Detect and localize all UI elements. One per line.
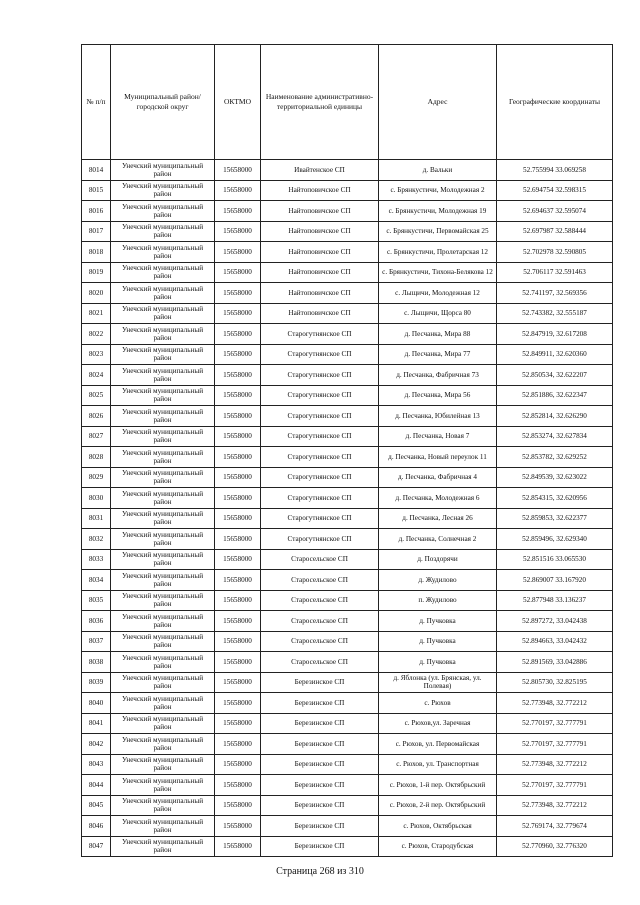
table-row [82, 385, 613, 406]
row-number: 8015 [82, 180, 111, 201]
row-number: 8023 [82, 344, 111, 365]
address-cell: д. Песчанка, Солнечная 2 [379, 529, 497, 550]
header-oktmo: ОКТМО [215, 45, 261, 160]
table-row [82, 283, 613, 304]
table-row [82, 775, 613, 796]
table-row [82, 344, 613, 365]
coordinates-cell: 52.702978 32.590805 [497, 242, 613, 263]
district-cell: Унечский муниципальный район [111, 734, 215, 755]
unit-name-cell: Старогутнянское СП [261, 467, 379, 488]
address-cell: д. Песчанка, Мира 77 [379, 344, 497, 365]
address-cell: п. Жудилово [379, 590, 497, 611]
coordinates-cell: 52.694637 32.595074 [497, 201, 613, 222]
table-row [82, 242, 613, 263]
district-cell: Унечский муниципальный район [111, 242, 215, 263]
district-cell: Унечский муниципальный район [111, 365, 215, 386]
address-cell: с. Рюхов,ул. Заречная [379, 713, 497, 734]
table-header-row [82, 45, 613, 160]
row-number: 8028 [82, 447, 111, 468]
address-cell: с. Лыщичи, Молодежная 12 [379, 283, 497, 304]
row-number: 8033 [82, 549, 111, 570]
coordinates-cell: 52.877948 33.136237 [497, 590, 613, 611]
coordinates-cell: 52.850534, 32.622207 [497, 365, 613, 386]
district-cell: Унечский муниципальный район [111, 488, 215, 509]
header-unit-name: Наименование административно-территориальной единицы [261, 45, 379, 160]
unit-name-cell: Старосельское СП [261, 570, 379, 591]
oktmo-cell: 15658000 [215, 365, 261, 386]
row-number: 8041 [82, 713, 111, 734]
oktmo-cell: 15658000 [215, 631, 261, 652]
coordinates-cell: 52.773948, 32.772212 [497, 795, 613, 816]
unit-name-cell: Березинское СП [261, 693, 379, 714]
address-cell: д. Песчанка, Новый переулок 11 [379, 447, 497, 468]
coordinates-cell: 52.851886, 32.622347 [497, 385, 613, 406]
table-row [82, 262, 613, 283]
row-number: 8043 [82, 754, 111, 775]
oktmo-cell: 15658000 [215, 754, 261, 775]
coordinates-cell: 52.859853, 32.622377 [497, 508, 613, 529]
unit-name-cell: Березинское СП [261, 754, 379, 775]
oktmo-cell: 15658000 [215, 221, 261, 242]
oktmo-cell: 15658000 [215, 713, 261, 734]
row-number: 8027 [82, 426, 111, 447]
unit-name-cell: Старосельское СП [261, 652, 379, 673]
district-cell: Унечский муниципальный район [111, 344, 215, 365]
oktmo-cell: 15658000 [215, 672, 261, 693]
address-cell: с. Брянкустичи, Молодежная 19 [379, 201, 497, 222]
page-footer: Страница 268 из 310 [276, 866, 364, 877]
row-number: 8029 [82, 467, 111, 488]
district-cell: Унечский муниципальный район [111, 652, 215, 673]
district-cell: Унечский муниципальный район [111, 426, 215, 447]
unit-name-cell: Старогутнянское СП [261, 365, 379, 386]
district-cell: Унечский муниципальный район [111, 303, 215, 324]
address-cell: с. Брянкустичи, Молодежная 2 [379, 180, 497, 201]
unit-name-cell: Старогутнянское СП [261, 529, 379, 550]
unit-name-cell: Найтоповичское СП [261, 303, 379, 324]
table-row [82, 754, 613, 775]
unit-name-cell: Березинское СП [261, 816, 379, 837]
unit-name-cell: Старосельское СП [261, 590, 379, 611]
row-number: 8037 [82, 631, 111, 652]
oktmo-cell: 15658000 [215, 508, 261, 529]
oktmo-cell: 15658000 [215, 283, 261, 304]
district-cell: Унечский муниципальный район [111, 549, 215, 570]
district-cell: Унечский муниципальный район [111, 160, 215, 181]
coordinates-cell: 52.849539, 32.623022 [497, 467, 613, 488]
oktmo-cell: 15658000 [215, 242, 261, 263]
table-row [82, 303, 613, 324]
coordinates-cell: 52.697987 32.588444 [497, 221, 613, 242]
table-row [82, 570, 613, 591]
row-number: 8038 [82, 652, 111, 673]
row-number: 8026 [82, 406, 111, 427]
unit-name-cell: Старосельское СП [261, 549, 379, 570]
address-cell: д. Яблонка (ул. Брянская, ул. Полевая) [379, 672, 497, 693]
oktmo-cell: 15658000 [215, 734, 261, 755]
coordinates-cell: 52.769174, 32.779674 [497, 816, 613, 837]
district-cell: Унечский муниципальный район [111, 180, 215, 201]
row-number: 8045 [82, 795, 111, 816]
district-cell: Унечский муниципальный район [111, 385, 215, 406]
table-row [82, 406, 613, 427]
row-number: 8017 [82, 221, 111, 242]
address-cell: с. Рюхов [379, 693, 497, 714]
district-cell: Унечский муниципальный район [111, 816, 215, 837]
coordinates-cell: 52.805730, 32.825195 [497, 672, 613, 693]
address-cell: с. Рюхов, ул. Транспортная [379, 754, 497, 775]
coordinates-cell: 52.770197, 32.777791 [497, 713, 613, 734]
address-cell: с. Рюхов, Стародубская [379, 836, 497, 857]
header-district: Муниципальный район/городской округ [111, 45, 215, 160]
address-cell: д. Поздорячи [379, 549, 497, 570]
row-number: 8030 [82, 488, 111, 509]
address-cell: с. Лыщичи, Щорса 80 [379, 303, 497, 324]
oktmo-cell: 15658000 [215, 467, 261, 488]
coordinates-cell: 52.849911, 32.620360 [497, 344, 613, 365]
row-number: 8042 [82, 734, 111, 755]
coordinates-cell: 52.770960, 32.776320 [497, 836, 613, 857]
oktmo-cell: 15658000 [215, 406, 261, 427]
coordinates-cell: 52.847919, 32.617208 [497, 324, 613, 345]
unit-name-cell: Березинское СП [261, 795, 379, 816]
unit-name-cell: Старосельское СП [261, 611, 379, 632]
district-cell: Унечский муниципальный район [111, 754, 215, 775]
district-cell: Унечский муниципальный район [111, 713, 215, 734]
address-cell: с. Брянкустичи, Тихона-Белякова 12 [379, 262, 497, 283]
address-cell: д. Жудилово [379, 570, 497, 591]
address-cell: с. Брянкустичи, Первомайская 25 [379, 221, 497, 242]
district-cell: Унечский муниципальный район [111, 775, 215, 796]
address-cell: д. Песчанка, Лесная 26 [379, 508, 497, 529]
address-cell: д. Песчанка, Юбилейная 13 [379, 406, 497, 427]
table-row [82, 324, 613, 345]
district-cell: Унечский муниципальный район [111, 631, 215, 652]
table-row [82, 652, 613, 673]
table-row [82, 611, 613, 632]
oktmo-cell: 15658000 [215, 570, 261, 591]
oktmo-cell: 15658000 [215, 693, 261, 714]
oktmo-cell: 15658000 [215, 836, 261, 857]
address-cell: д. Песчанка, Молодежная 6 [379, 488, 497, 509]
oktmo-cell: 15658000 [215, 611, 261, 632]
oktmo-cell: 15658000 [215, 447, 261, 468]
coordinates-cell: 52.755994 33.069258 [497, 160, 613, 181]
row-number: 8034 [82, 570, 111, 591]
oktmo-cell: 15658000 [215, 180, 261, 201]
oktmo-cell: 15658000 [215, 816, 261, 837]
table-row [82, 549, 613, 570]
row-number: 8022 [82, 324, 111, 345]
district-cell: Унечский муниципальный район [111, 262, 215, 283]
district-cell: Унечский муниципальный район [111, 467, 215, 488]
row-number: 8046 [82, 816, 111, 837]
district-cell: Унечский муниципальный район [111, 672, 215, 693]
table-row [82, 713, 613, 734]
coordinates-cell: 52.743382, 32.555187 [497, 303, 613, 324]
district-cell: Унечский муниципальный район [111, 529, 215, 550]
address-cell: д. Пучковка [379, 631, 497, 652]
oktmo-cell: 15658000 [215, 324, 261, 345]
row-number: 8039 [82, 672, 111, 693]
header-number: № п/п [82, 45, 111, 160]
coordinates-cell: 52.894663, 33.042432 [497, 631, 613, 652]
oktmo-cell: 15658000 [215, 201, 261, 222]
district-cell: Унечский муниципальный район [111, 406, 215, 427]
header-coordinates: Географические координаты [497, 45, 613, 160]
unit-name-cell: Найтоповичское СП [261, 242, 379, 263]
document-page [81, 44, 612, 857]
address-cell: д. Вальки [379, 160, 497, 181]
row-number: 8047 [82, 836, 111, 857]
oktmo-cell: 15658000 [215, 344, 261, 365]
address-cell: д. Песчанка, Фабричная 4 [379, 467, 497, 488]
unit-name-cell: Березинское СП [261, 734, 379, 755]
row-number: 8035 [82, 590, 111, 611]
row-number: 8014 [82, 160, 111, 181]
address-cell: с. Рюхов, 2-й пер. Октябрьский [379, 795, 497, 816]
address-cell: д. Песчанка, Новая 7 [379, 426, 497, 447]
address-cell: д. Песчанка, Фабричная 73 [379, 365, 497, 386]
header-address: Адрес [379, 45, 497, 160]
unit-name-cell: Старогутнянское СП [261, 447, 379, 468]
oktmo-cell: 15658000 [215, 426, 261, 447]
table-row [82, 365, 613, 386]
oktmo-cell: 15658000 [215, 590, 261, 611]
coordinates-cell: 52.741197, 32.569356 [497, 283, 613, 304]
unit-name-cell: Старогутнянское СП [261, 324, 379, 345]
row-number: 8036 [82, 611, 111, 632]
row-number: 8025 [82, 385, 111, 406]
district-cell: Унечский муниципальный район [111, 693, 215, 714]
table-row [82, 672, 613, 693]
oktmo-cell: 15658000 [215, 160, 261, 181]
table-row [82, 529, 613, 550]
address-cell: с. Рюхов, 1-й пер. Октябрьский [379, 775, 497, 796]
coordinates-cell: 52.770197, 32.777791 [497, 775, 613, 796]
row-number: 8019 [82, 262, 111, 283]
coordinates-cell: 52.852814, 32.626290 [497, 406, 613, 427]
address-cell: д. Песчанка, Мира 88 [379, 324, 497, 345]
oktmo-cell: 15658000 [215, 775, 261, 796]
unit-name-cell: Березинское СП [261, 713, 379, 734]
address-cell: д. Песчанка, Мира 56 [379, 385, 497, 406]
coordinates-cell: 52.869007 33.167920 [497, 570, 613, 591]
coordinates-cell: 52.897272, 33.042438 [497, 611, 613, 632]
table-row [82, 160, 613, 181]
coordinates-cell: 52.694754 32.598315 [497, 180, 613, 201]
table-row [82, 631, 613, 652]
oktmo-cell: 15658000 [215, 303, 261, 324]
table-row [82, 693, 613, 714]
table-row [82, 488, 613, 509]
table-row [82, 426, 613, 447]
table-row [82, 734, 613, 755]
table-body [82, 160, 613, 857]
table-row [82, 447, 613, 468]
row-number: 8032 [82, 529, 111, 550]
unit-name-cell: Старогутнянское СП [261, 344, 379, 365]
table-row [82, 508, 613, 529]
unit-name-cell: Ивайтенское СП [261, 160, 379, 181]
coordinates-cell: 52.854315, 32.620956 [497, 488, 613, 509]
table-row [82, 467, 613, 488]
unit-name-cell: Старогутнянское СП [261, 508, 379, 529]
oktmo-cell: 15658000 [215, 488, 261, 509]
coordinates-cell: 52.773948, 32.772212 [497, 754, 613, 775]
unit-name-cell: Березинское СП [261, 775, 379, 796]
table-row [82, 590, 613, 611]
unit-name-cell: Березинское СП [261, 672, 379, 693]
district-cell: Унечский муниципальный район [111, 836, 215, 857]
unit-name-cell: Найтоповичское СП [261, 283, 379, 304]
unit-name-cell: Старогутнянское СП [261, 426, 379, 447]
oktmo-cell: 15658000 [215, 385, 261, 406]
oktmo-cell: 15658000 [215, 652, 261, 673]
coordinates-cell: 52.773948, 32.772212 [497, 693, 613, 714]
district-cell: Унечский муниципальный район [111, 570, 215, 591]
table-row [82, 816, 613, 837]
district-cell: Унечский муниципальный район [111, 447, 215, 468]
district-cell: Унечский муниципальный район [111, 201, 215, 222]
row-number: 8018 [82, 242, 111, 263]
address-cell: д. Пучковка [379, 611, 497, 632]
district-cell: Унечский муниципальный район [111, 283, 215, 304]
district-cell: Унечский муниципальный район [111, 795, 215, 816]
district-cell: Унечский муниципальный район [111, 508, 215, 529]
row-number: 8020 [82, 283, 111, 304]
row-number: 8024 [82, 365, 111, 386]
oktmo-cell: 15658000 [215, 549, 261, 570]
address-cell: с. Рюхов, Октябрьская [379, 816, 497, 837]
coordinates-cell: 52.770197, 32.777791 [497, 734, 613, 755]
district-cell: Унечский муниципальный район [111, 221, 215, 242]
coordinates-cell: 52.851516 33.065530 [497, 549, 613, 570]
table-row [82, 180, 613, 201]
coordinates-cell: 52.853782, 32.629252 [497, 447, 613, 468]
row-number: 8021 [82, 303, 111, 324]
unit-name-cell: Старогутнянское СП [261, 488, 379, 509]
table-row [82, 795, 613, 816]
coordinates-cell: 52.859496, 32.629340 [497, 529, 613, 550]
address-cell: с. Рюхов, ул. Первомайская [379, 734, 497, 755]
oktmo-cell: 15658000 [215, 795, 261, 816]
coordinates-cell: 52.706117 32.591463 [497, 262, 613, 283]
row-number: 8016 [82, 201, 111, 222]
unit-name-cell: Найтоповичское СП [261, 180, 379, 201]
unit-name-cell: Найтоповичское СП [261, 201, 379, 222]
oktmo-cell: 15658000 [215, 262, 261, 283]
unit-name-cell: Старогутнянское СП [261, 385, 379, 406]
unit-name-cell: Старосельское СП [261, 631, 379, 652]
district-cell: Унечский муниципальный район [111, 324, 215, 345]
unit-name-cell: Старогутнянское СП [261, 406, 379, 427]
registry-table [81, 44, 613, 857]
table-row [82, 836, 613, 857]
row-number: 8040 [82, 693, 111, 714]
coordinates-cell: 52.891569, 33.042886 [497, 652, 613, 673]
table-row [82, 221, 613, 242]
table-row [82, 201, 613, 222]
address-cell: д. Пучковка [379, 652, 497, 673]
unit-name-cell: Березинское СП [261, 836, 379, 857]
district-cell: Унечский муниципальный район [111, 590, 215, 611]
address-cell: с. Брянкустичи, Пролетарская 12 [379, 242, 497, 263]
oktmo-cell: 15658000 [215, 529, 261, 550]
row-number: 8044 [82, 775, 111, 796]
unit-name-cell: Найтоповичское СП [261, 221, 379, 242]
district-cell: Унечский муниципальный район [111, 611, 215, 632]
row-number: 8031 [82, 508, 111, 529]
unit-name-cell: Найтоповичское СП [261, 262, 379, 283]
coordinates-cell: 52.853274, 32.627834 [497, 426, 613, 447]
